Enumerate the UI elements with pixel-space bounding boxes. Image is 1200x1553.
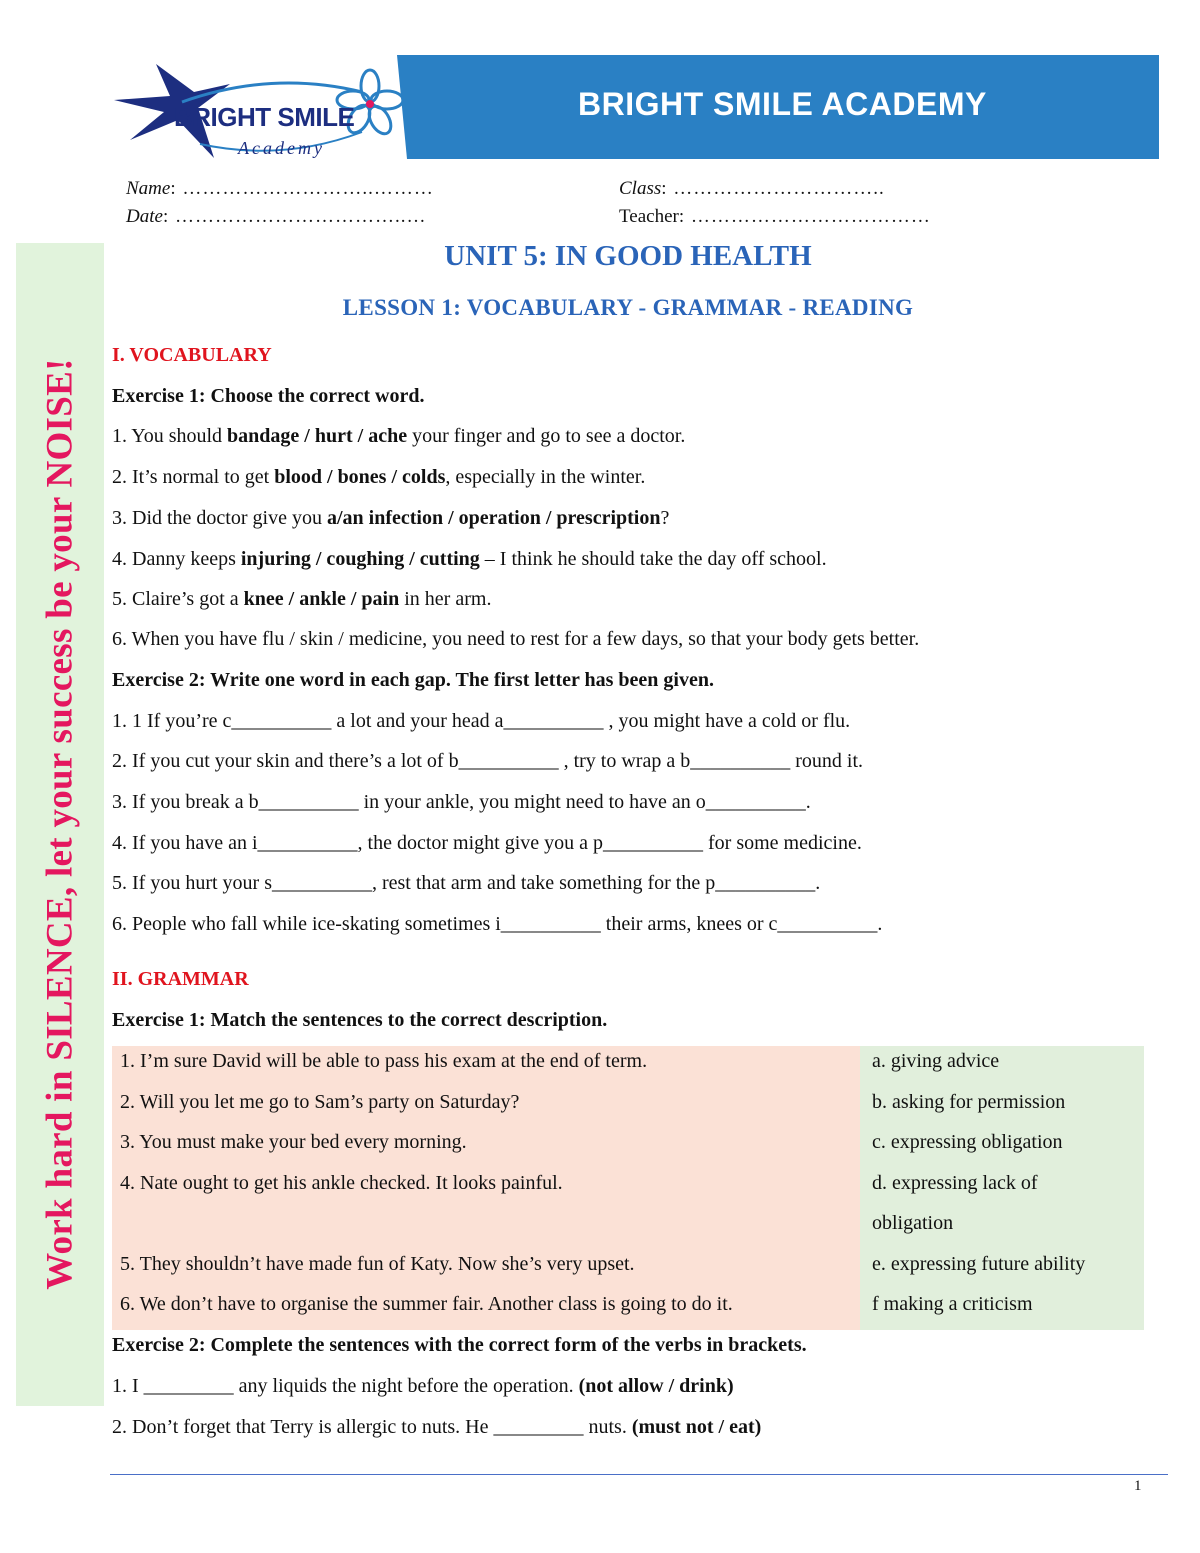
match-sentence: 2. Will you let me go to Sam’s party on Saturday? xyxy=(120,1091,520,1113)
vocab-ex1-item: 5. Claire’s got a knee / ankle / pain in her arm. xyxy=(112,588,492,610)
sentences-column xyxy=(112,1046,860,1330)
grammar-ex2-item: 1. I _________ any liquids the night before the operation. (not allow / drink) xyxy=(112,1375,734,1397)
matching-table xyxy=(112,1046,1144,1330)
grammar-heading: II. GRAMMAR xyxy=(112,968,249,990)
vocab-ex2-item: 4. If you have an i__________, the doctor might give you a p__________ for some medicine. xyxy=(112,832,862,854)
match-sentence: 4. Nate ought to get his ankle checked. It looks painful. xyxy=(120,1172,563,1194)
match-sentence: 5. They shouldn’t have made fun of Katy. Now she’s very upset. xyxy=(120,1253,635,1275)
vocab-ex2-item: 2. If you cut your skin and there’s a lot of b__________ , try to wrap a b__________ round it. xyxy=(112,750,863,772)
match-description: obligation xyxy=(872,1212,954,1234)
logo-text: BRIGHT SMILE xyxy=(174,102,355,132)
vocab-ex1-item: 3. Did the doctor give you a/an infection / operation / prescription? xyxy=(112,507,670,529)
vocab-ex1-item: 2. It’s normal to get blood / bones / colds, especially in the winter. xyxy=(112,466,646,488)
date-blank: : ……………………………..… xyxy=(162,206,427,227)
match-sentence: 1. I’m sure David will be able to pass his exam at the end of term. xyxy=(120,1050,648,1072)
vocab-ex2-item: 1. 1 If you’re c__________ a lot and your head a__________ , you might have a cold or flu. xyxy=(112,710,851,732)
class-field xyxy=(619,178,885,200)
descriptions-column xyxy=(860,1046,1144,1330)
class-blank: : ………………………….. xyxy=(661,178,885,199)
name-blank: : ………………………..……… xyxy=(170,178,434,199)
footer-divider xyxy=(110,1474,1168,1475)
teacher-blank: : ……………………………… xyxy=(678,206,931,227)
name-field xyxy=(126,178,434,200)
logo-subtext: Academy xyxy=(238,138,325,158)
page-number: 1 xyxy=(1134,1478,1142,1494)
class-label: Class xyxy=(619,178,662,199)
match-description: f making a criticism xyxy=(872,1293,1033,1315)
academy-title: BRIGHT SMILE ACADEMY xyxy=(578,86,987,122)
match-description: a. giving advice xyxy=(872,1050,1000,1072)
match-description: e. expressing future ability xyxy=(872,1253,1086,1275)
name-label: Name xyxy=(126,178,171,199)
match-sentence: 3. You must make your bed every morning. xyxy=(120,1131,467,1153)
teacher-field xyxy=(619,206,931,228)
vocab-ex1-item: 1. You should bandage / hurt / ache your finger and go to see a doctor. xyxy=(112,425,686,447)
lesson-title: LESSON 1: VOCABULARY - GRAMMAR - READING xyxy=(342,295,914,320)
date-label: Date xyxy=(126,206,163,227)
match-description: b. asking for permission xyxy=(872,1091,1066,1113)
vocab-ex1-item: 6. When you have flu / skin / medicine, you need to rest for a few days, so that your body gets better. xyxy=(112,628,920,650)
vocab-ex2-item: 5. If you hurt your s__________, rest that arm and take something for the p__________. xyxy=(112,872,821,894)
vocab-ex2-item: 3. If you break a b__________ in your ankle, you might need to have an o__________. xyxy=(112,791,811,813)
teacher-label: Teacher xyxy=(619,206,679,227)
side-banner-text: Work hard in SILENCE, let your success be your NOISE! xyxy=(39,358,81,1290)
match-sentence: 6. We don’t have to organise the summer fair. Another class is going to do it. xyxy=(120,1293,733,1315)
grammar-ex2-item: 2. Don’t forget that Terry is allergic to nuts. He _________ nuts. (must not / eat) xyxy=(112,1416,762,1438)
vocab-ex1-title: Exercise 1: Choose the correct word. xyxy=(112,385,425,407)
vocab-ex2-item: 6. People who fall while ice-skating sometimes i__________ their arms, knees or c__________. xyxy=(112,913,883,935)
date-field xyxy=(126,206,426,228)
grammar-ex1-title: Exercise 1: Match the sentences to the correct description. xyxy=(112,1009,608,1031)
match-description: d. expressing lack of xyxy=(872,1172,1038,1194)
vocab-ex2-title: Exercise 2: Write one word in each gap. The first letter has been given. xyxy=(112,669,714,691)
match-description: c. expressing obligation xyxy=(872,1131,1063,1153)
unit-title: UNIT 5: IN GOOD HEALTH xyxy=(444,240,812,272)
vocabulary-heading: I. VOCABULARY xyxy=(112,344,272,366)
grammar-ex2-title: Exercise 2: Complete the sentences with the correct form of the verbs in brackets. xyxy=(112,1334,807,1356)
academy-logo xyxy=(112,62,412,162)
vocab-ex1-item: 4. Danny keeps injuring / coughing / cutting – I think he should take the day off school. xyxy=(112,548,827,570)
